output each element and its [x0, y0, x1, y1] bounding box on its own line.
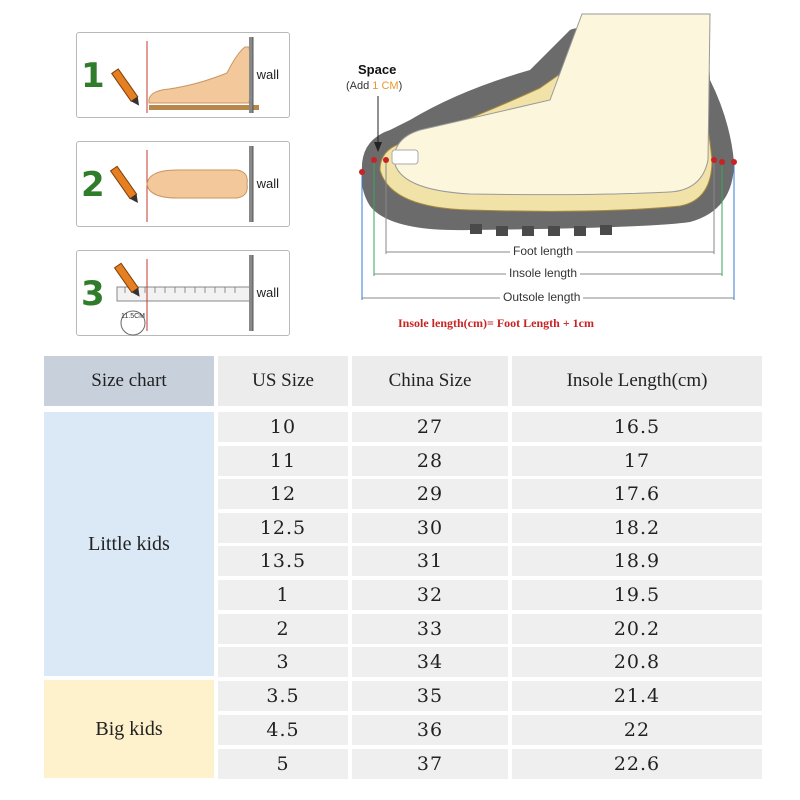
- insole-length-cell: 20.2: [512, 614, 762, 644]
- group-label-big-kids: Big kids: [44, 680, 214, 778]
- insole-length-cell: 16.5: [512, 412, 762, 442]
- insole-length-cell: 21.4: [512, 681, 762, 711]
- header-size-chart: Size chart: [44, 356, 214, 406]
- measurement-steps: [76, 32, 292, 359]
- space-sub-prefix: (Add: [346, 80, 373, 92]
- insole-length-cell: 17: [512, 446, 762, 476]
- insole-length-cell: 22: [512, 715, 762, 745]
- wall-label: wall: [256, 285, 279, 300]
- china-size-cell: 31: [352, 546, 508, 576]
- us-size-cell: 2: [218, 614, 348, 644]
- space-sub-suffix: ): [398, 80, 403, 92]
- china-size-cell: 35: [352, 681, 508, 711]
- china-size-cell: 34: [352, 647, 508, 677]
- us-size-cell: 12: [218, 479, 348, 509]
- insole-length-label: Insole length: [506, 266, 580, 280]
- us-size-cell: 4.5: [218, 715, 348, 745]
- china-size-cell: 33: [352, 614, 508, 644]
- step-3-panel: [76, 250, 290, 336]
- us-size-cell: 3: [218, 647, 348, 677]
- us-size-cell: 1: [218, 580, 348, 610]
- step-2-panel: [76, 141, 290, 227]
- insole-formula: Insole length(cm)= Foot Length + 1cm: [398, 316, 594, 330]
- step-number: 2: [81, 165, 105, 205]
- insole-length-cell: 18.2: [512, 513, 762, 543]
- china-size-cell: 29: [352, 479, 508, 509]
- wall-label: wall: [256, 67, 279, 82]
- china-size-cell: 32: [352, 580, 508, 610]
- header-insole-length: Insole Length(cm): [512, 356, 762, 406]
- insole-length-cell: 19.5: [512, 580, 762, 610]
- insole-length-cell: 17.6: [512, 479, 762, 509]
- step-number: 1: [81, 56, 105, 96]
- step-1-panel: [76, 32, 290, 118]
- us-size-cell: 5: [218, 749, 348, 779]
- header-us-size: US Size: [218, 356, 348, 406]
- insole-length-cell: 18.9: [512, 546, 762, 576]
- header-china-size: China Size: [352, 356, 508, 406]
- ruler-measurement-label: 11.5CM: [121, 313, 145, 320]
- space-title: Space: [358, 62, 397, 77]
- china-size-cell: 36: [352, 715, 508, 745]
- us-size-cell: 11: [218, 446, 348, 476]
- us-size-cell: 12.5: [218, 513, 348, 543]
- insole-length-cell: 20.8: [512, 647, 762, 677]
- china-size-cell: 28: [352, 446, 508, 476]
- foot-length-label: Foot length: [510, 244, 576, 258]
- wall-label: wall: [256, 176, 279, 191]
- china-size-cell: 37: [352, 749, 508, 779]
- insole-length-cell: 22.6: [512, 749, 762, 779]
- shoe-cross-section-diagram: [350, 10, 750, 340]
- us-size-cell: 10: [218, 412, 348, 442]
- space-subtitle: [346, 80, 402, 92]
- us-size-cell: 3.5: [218, 681, 348, 711]
- outsole-length-label: Outsole length: [500, 290, 583, 304]
- group-label-little-kids: Little kids: [44, 412, 214, 676]
- step-number: 3: [81, 274, 105, 314]
- china-size-cell: 27: [352, 412, 508, 442]
- us-size-cell: 13.5: [218, 546, 348, 576]
- china-size-cell: 30: [352, 513, 508, 543]
- space-sub-accent: 1 CM: [372, 80, 399, 92]
